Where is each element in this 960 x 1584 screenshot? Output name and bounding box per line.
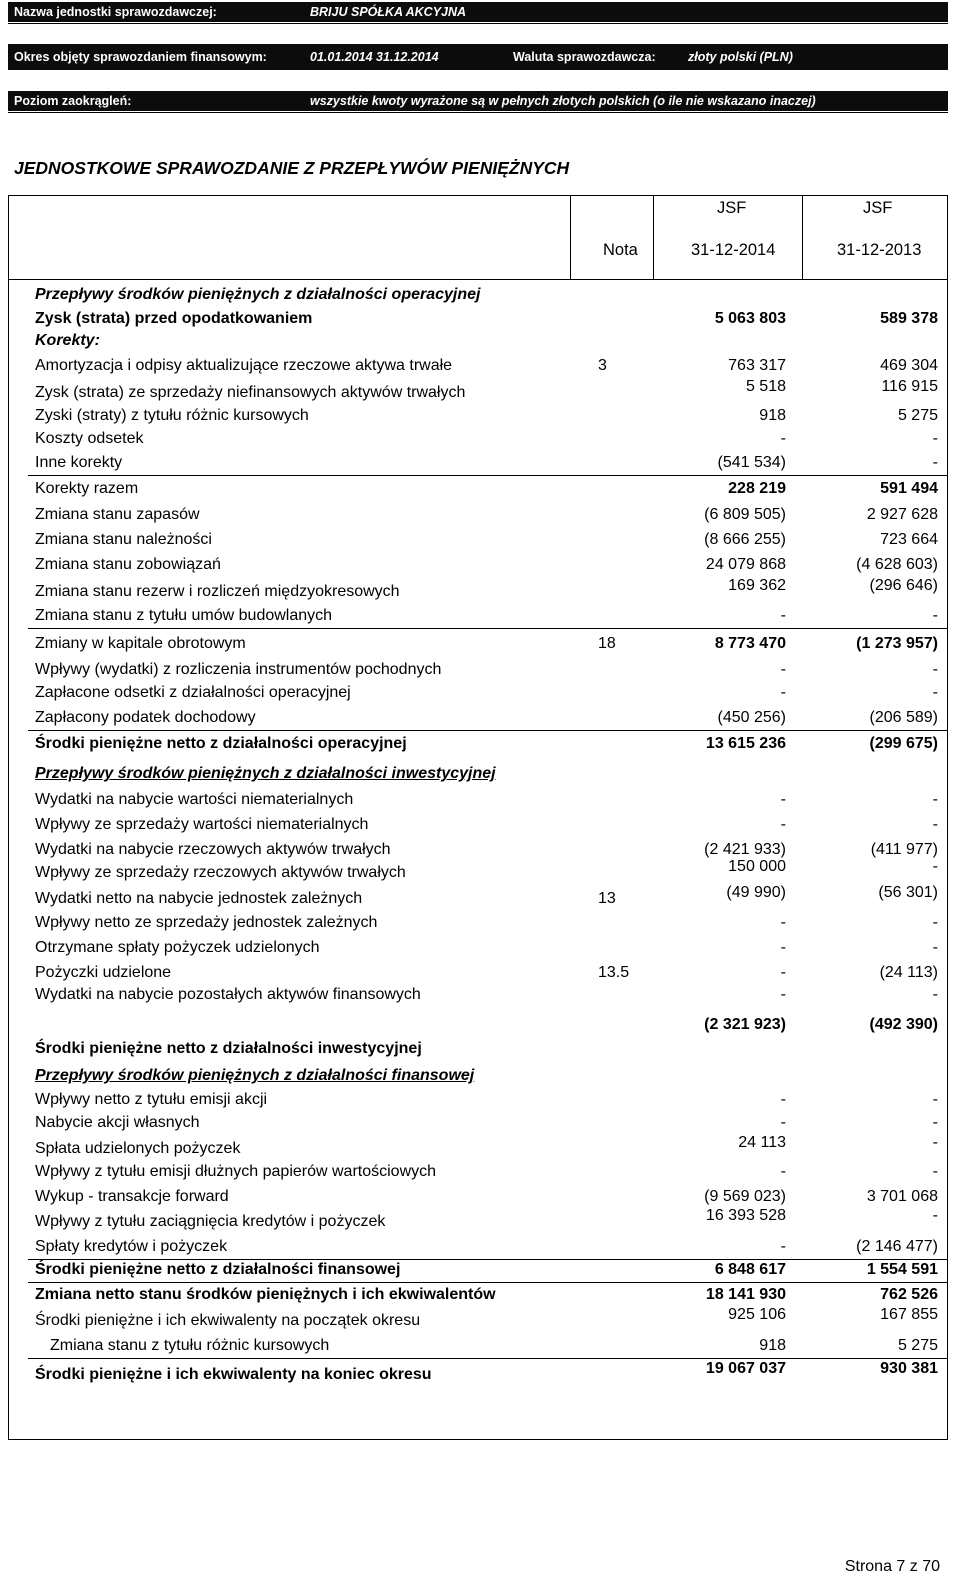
table-row (8, 527, 948, 549)
value-2014: - (780, 607, 786, 624)
table-row (8, 502, 948, 524)
row-label: Środki pieniężne netto z działalności inwestycyjnej (35, 1040, 422, 1057)
row-label: Zmiana netto stanu środków pieniężnych i ich ekwiwalentów (35, 1286, 496, 1303)
value-2014: (49 990) (726, 884, 786, 901)
value-2014: 918 (759, 1337, 786, 1354)
entity-label: Nazwa jednostki sprawozdawczej: (14, 5, 217, 19)
value-2013: - (932, 986, 938, 1003)
row-label: Wydatki na nabycie wartości niematerialnych (35, 791, 354, 808)
row-label: Amortyzacja i odpisy aktualizujące rzeczowe aktywa trwałe (35, 357, 453, 374)
row-nota: 3 (598, 357, 607, 374)
table-row (8, 1308, 948, 1330)
value-2014: 18 141 930 (705, 1286, 786, 1303)
row-label: Wpływy z tytułu emisji dłużnych papierów wartościowych (35, 1163, 437, 1180)
table-row (8, 837, 948, 859)
value-2014: 150 000 (728, 858, 786, 875)
table-row (8, 761, 948, 783)
value-2014: 8 773 470 (714, 635, 786, 652)
value-2014: 918 (759, 407, 786, 424)
value-2013: - (932, 1134, 938, 1151)
table-row (8, 910, 948, 932)
row-label: Wpływy ze sprzedaży wartości niematerialnych (35, 816, 369, 833)
value-2013: (299 675) (869, 735, 938, 752)
row-label: Koszty odsetek (35, 430, 144, 447)
value-2013: 591 494 (880, 480, 938, 497)
value-2014: (9 569 023) (704, 1188, 786, 1205)
row-label: Wpływy netto z tytułu emisji akcji (35, 1091, 268, 1108)
value-2013: - (932, 607, 938, 624)
value-2014: 925 106 (728, 1306, 786, 1323)
value-2014: - (780, 939, 786, 956)
row-label: Środki pieniężne i ich ekwiwalenty na początek okresu (35, 1312, 421, 1329)
value-2014: - (780, 1114, 786, 1131)
table-row (8, 1257, 948, 1279)
table-row (8, 1234, 948, 1256)
row-label: Zmiana stanu rezerw i rozliczeń międzyokresowych (35, 583, 400, 600)
row-label: Korekty razem (35, 480, 139, 497)
row-label: Środki pieniężne netto z działalności finansowej (35, 1261, 401, 1278)
value-2014: 24 113 (738, 1134, 786, 1151)
table-row (8, 1333, 948, 1355)
value-2013: 469 304 (880, 357, 938, 374)
row-label: Wykup - transakcje forward (35, 1188, 229, 1205)
value-2013: - (932, 454, 938, 471)
column-date-2013: 31-12-2013 (837, 241, 922, 259)
table-row (8, 1209, 948, 1231)
value-2014: 13 615 236 (705, 735, 786, 752)
value-2014: - (780, 816, 786, 833)
header-row-divider (8, 279, 948, 280)
header-divider (8, 112, 948, 113)
table-row (8, 328, 948, 350)
value-2014: (8 666 255) (704, 531, 786, 548)
value-2013: (24 113) (879, 964, 938, 981)
table-row (8, 860, 948, 882)
row-label: Zapłacone odsetki z działalności operacyjnej (35, 684, 351, 701)
row-label: Zmiana stanu zobowiązań (35, 556, 221, 573)
table-row (8, 1362, 948, 1384)
row-nota: 13 (598, 890, 616, 907)
value-2014: - (780, 1091, 786, 1108)
value-2013: 3 701 068 (866, 1188, 938, 1205)
table-row (8, 787, 948, 809)
value-2013: (206 589) (869, 709, 938, 726)
row-label: Zmiana stanu należności (35, 531, 212, 548)
table-row (8, 731, 948, 753)
row-label: Otrzymane spłaty pożyczek udzielonych (35, 939, 320, 956)
row-label: Zysk (strata) przed opodatkowaniem (35, 310, 313, 327)
value-2014: 6 848 617 (714, 1261, 786, 1278)
row-label: Wydatki netto na nabycie jednostek zależnych (35, 890, 363, 907)
row-label: Przepływy środków pieniężnych z działalności operacyjnej (35, 286, 481, 303)
value-2014: - (780, 986, 786, 1003)
table-row (8, 1136, 948, 1158)
table-row (8, 552, 948, 574)
table-row (8, 306, 948, 328)
header-divider (8, 23, 948, 24)
value-2014: - (780, 791, 786, 808)
row-label: Inne korekty (35, 454, 123, 471)
value-2013: - (932, 661, 938, 678)
value-2013: - (932, 816, 938, 833)
header-period-bar (8, 44, 948, 70)
value-2013: - (932, 1163, 938, 1180)
value-2013: - (932, 1114, 938, 1131)
value-2014: - (780, 684, 786, 701)
value-2014: (2 321 923) (704, 1016, 786, 1033)
row-label: Zmiana stanu z tytułu umów budowlanych (35, 607, 333, 624)
table-row (8, 1063, 948, 1085)
value-2013: (296 646) (869, 577, 938, 594)
row-label: Wydatki na nabycie rzeczowych aktywów trwałych (35, 841, 391, 858)
table-row (8, 603, 948, 625)
value-2014: - (780, 1238, 786, 1255)
value-2014: (450 256) (717, 709, 786, 726)
value-2013: 167 855 (880, 1306, 938, 1323)
value-2014: (2 421 933) (704, 841, 786, 858)
column-separator (653, 195, 654, 279)
table-row (8, 450, 948, 472)
table-row (8, 282, 948, 304)
row-label: Wpływy (wydatki) z rozliczenia instrumentów pochodnych (35, 661, 442, 678)
value-2014: 763 317 (728, 357, 786, 374)
header-rounding-bar (8, 91, 948, 111)
value-2013: (411 977) (870, 841, 938, 858)
row-label: Pożyczki udzielone (35, 964, 172, 981)
page-title: JEDNOSTKOWE SPRAWOZDANIE Z PRZEPŁYWÓW PIENIĘŻNYCH (14, 158, 570, 178)
value-2013: 116 915 (881, 378, 938, 395)
row-label: Spłaty kredytów i pożyczek (35, 1238, 228, 1255)
row-label: Spłata udzielonych pożyczek (35, 1140, 241, 1157)
column-date-2014: 31-12-2014 (691, 241, 776, 259)
row-label: Zmiana stanu z tytułu różnic kursowych (50, 1337, 330, 1354)
value-2014: 5 063 803 (714, 310, 786, 327)
row-label: Środki pieniężne netto z działalności operacyjnej (35, 735, 407, 752)
value-2014: 19 067 037 (705, 1360, 786, 1377)
period-label: Okres objęty sprawozdaniem finansowym: (14, 50, 267, 64)
row-label: Środki pieniężne i ich ekwiwalenty na koniec okresu (35, 1366, 432, 1383)
table-row (8, 579, 948, 601)
value-2013: - (932, 914, 938, 931)
rounding-label: Poziom zaokrągleń: (14, 94, 132, 108)
value-2014: 169 362 (728, 577, 786, 594)
column-separator (802, 195, 803, 279)
row-nota: 18 (598, 635, 616, 652)
value-2013: - (932, 430, 938, 447)
value-2014: - (780, 964, 786, 981)
row-label: Zysk (strata) ze sprzedaży niefinansowych aktywów trwałych (35, 384, 466, 401)
column-unit-2013: JSF (863, 199, 893, 217)
row-label: Nabycie akcji własnych (35, 1114, 200, 1131)
rounding-value: wszystkie kwoty wyrażone są w pełnych złotych polskich (o ile nie wskazano inaczej) (310, 94, 816, 108)
value-2013: 1 554 591 (866, 1261, 938, 1278)
value-2014: - (780, 661, 786, 678)
table-row (8, 657, 948, 679)
value-2014: 24 079 868 (705, 556, 786, 573)
table-row (8, 812, 948, 834)
row-label: Zapłacony podatek dochodowy (35, 709, 256, 726)
value-2013: (1 273 957) (856, 635, 938, 652)
row-label: Wpływy z tytułu zaciągnięcia kredytów i pożyczek (35, 1213, 386, 1230)
table-row (8, 1159, 948, 1181)
table-row (8, 1110, 948, 1132)
currency-label: Waluta sprawozdawcza: (513, 50, 656, 64)
table-row (8, 1184, 948, 1206)
row-label: Wpływy ze sprzedaży rzeczowych aktywów trwałych (35, 864, 406, 881)
table-row (8, 1016, 948, 1058)
value-2014: - (780, 430, 786, 447)
page-footer: Strona 7 z 70 (844, 1558, 940, 1575)
value-2013: 5 275 (897, 1337, 938, 1354)
row-label: Zmiana stanu zapasów (35, 506, 200, 523)
value-2013: (2 146 477) (856, 1238, 938, 1255)
table-row (8, 403, 948, 425)
table-row (8, 935, 948, 957)
value-2013: (56 301) (878, 884, 938, 901)
value-2013: - (932, 791, 938, 808)
value-2014: - (780, 914, 786, 931)
value-2014: (6 809 505) (704, 506, 786, 523)
table-row (8, 705, 948, 727)
table-row (8, 1282, 948, 1304)
table-row (8, 886, 948, 908)
value-2013: - (932, 1207, 938, 1224)
table-row (8, 353, 948, 375)
row-label: Zyski (straty) z tytułu różnic kursowych (35, 407, 309, 424)
column-unit-2014: JSF (717, 199, 747, 217)
value-2014: 228 219 (728, 480, 786, 497)
row-label: Wydatki na nabycie pozostałych aktywów finansowych (35, 986, 421, 1003)
row-nota: 13.5 (598, 964, 630, 981)
value-2013: - (932, 1091, 938, 1108)
entity-value: BRIJU SPÓŁKA AKCYJNA (310, 5, 467, 19)
value-2013: 589 378 (880, 310, 938, 327)
table-row (8, 680, 948, 702)
value-2014: (541 534) (717, 454, 786, 471)
table-row (8, 476, 948, 498)
period-value: 01.01.2014 31.12.2014 (310, 50, 439, 64)
column-separator (570, 195, 571, 279)
row-divider (28, 628, 948, 629)
row-label: Zmiany w kapitale obrotowym (35, 635, 246, 652)
row-label: Korekty: (35, 332, 100, 349)
value-2013: 2 927 628 (866, 506, 938, 523)
row-label: Wpływy netto ze sprzedaży jednostek zależnych (35, 914, 378, 931)
currency-value: złoty polski (PLN) (688, 50, 793, 64)
column-nota: Nota (603, 241, 638, 259)
row-label: Przepływy środków pieniężnych z działalności finansowej (35, 1067, 475, 1084)
value-2013: 5 275 (897, 407, 938, 424)
value-2014: 16 393 528 (705, 1207, 786, 1224)
value-2013: 930 381 (880, 1360, 938, 1377)
value-2013: - (932, 684, 938, 701)
table-row (8, 426, 948, 448)
value-2013: - (932, 939, 938, 956)
value-2013: 723 664 (880, 531, 938, 548)
table-row (8, 380, 948, 402)
value-2013: (492 390) (869, 1016, 938, 1033)
value-2013: - (932, 858, 938, 875)
value-2013: (4 628 603) (856, 556, 938, 573)
header-entity-bar (8, 2, 948, 22)
value-2014: - (780, 1163, 786, 1180)
table-row (8, 960, 948, 982)
value-2013: 762 526 (880, 1286, 938, 1303)
row-divider (28, 1358, 948, 1359)
table-row (8, 1087, 948, 1109)
table-row (8, 631, 948, 653)
row-label: Przepływy środków pieniężnych z działalności inwestycyjnej (35, 765, 496, 782)
value-2014: 5 518 (745, 378, 786, 395)
table-row (8, 982, 948, 1004)
